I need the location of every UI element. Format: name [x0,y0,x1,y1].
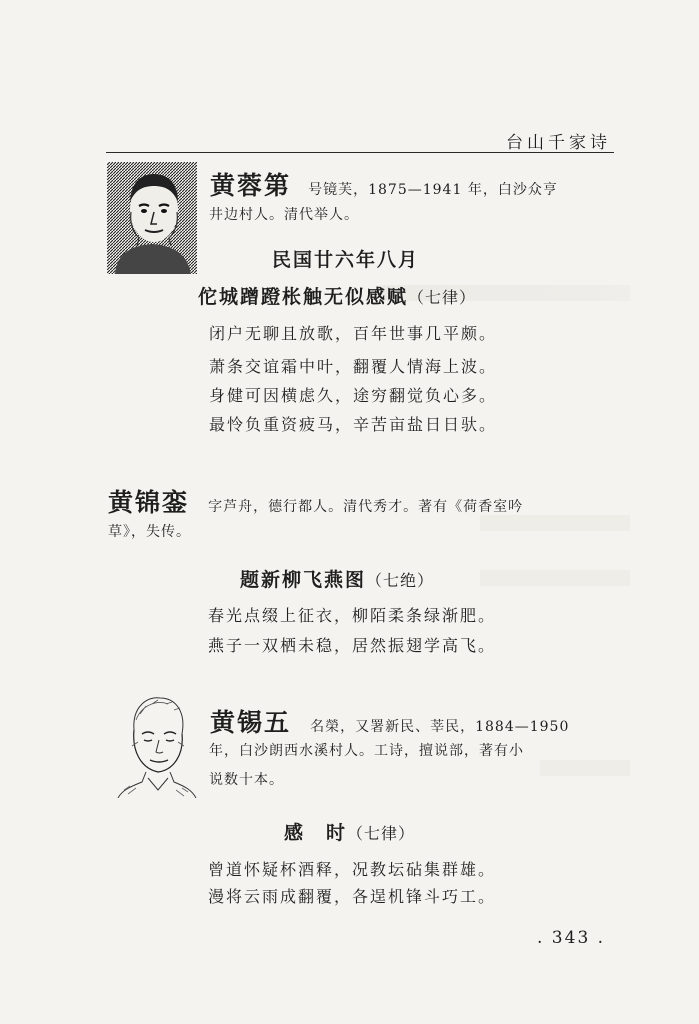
entry-heading-row [108,483,523,519]
poem-title [284,818,415,845]
poem-title-continued [198,282,476,309]
bleed-through-mark [540,760,630,776]
bleed-through-mark [480,570,630,586]
poet-bio-continued: 说数十本。 [209,772,284,788]
poem-verse: 身健可因横虑久，途穷翻觉负心多。 [209,386,498,405]
poet-name: 黄锦銮 [108,488,190,517]
poet-bio: 号镜芙，1875—1941 年，白沙众亨 [308,182,558,198]
poet-bio-continued: 年，白沙朗西水溪村人。工诗，擅说部，著有小 [209,743,524,759]
poem-title: 民国廿六年八月 [272,249,420,271]
poem-verse: 曾道怀疑杯酒释，况教坛砧集群雄。 [208,860,497,879]
poet-bio: 名榮，又署新民、莘民，1884—1950 [310,719,570,735]
poem-title-text: 佗城蹭蹬枨触无似感赋 [198,286,409,308]
poem-title-text: 题新柳飞燕图 [240,569,367,591]
poem-verse: 燕子一双栖未稳，居然振翅学高飞。 [208,636,497,655]
portrait-woodcut-huang-rongdi [107,162,197,274]
poem-verse: 春光点缀上征衣，柳陌柔条绿渐肥。 [208,606,497,625]
poet-name: 黄蓉第 [210,171,292,200]
poem-form: （七律） [408,288,477,307]
poem-verse: 萧条交谊霜中叶，翻覆人情海上波。 [209,357,498,376]
running-header-title: 台山千家诗 [506,133,611,153]
poem-verse: 最怜负重资疲马，辛苦亩盐日日驮。 [209,415,498,434]
header-rule [106,152,614,153]
poem-title [240,565,434,592]
entry-heading-row [210,166,558,202]
poet-bio: 字芦舟，德行都人。清代秀才。著有《荷香室吟 [208,499,524,515]
poem-form: （七律） [347,824,416,843]
portrait-sketch-huang-xiwu [112,690,200,798]
entry-heading-row [210,703,569,739]
poem-verse: 闭户无聊且放歌，百年世事几平颇。 [209,324,498,343]
poet-bio-continued: 草》，失传。 [108,524,191,540]
poem-verse: 漫将云雨成翻覆，各逞机锋斗巧工。 [208,887,497,906]
poem-form: （七绝） [366,571,435,590]
page-number: . 343 . [537,928,606,948]
poem-title-text: 感 时 [284,822,348,844]
poet-name: 黄锡五 [210,708,292,737]
poet-bio-continued: 井边村人。清代举人。 [209,207,359,223]
